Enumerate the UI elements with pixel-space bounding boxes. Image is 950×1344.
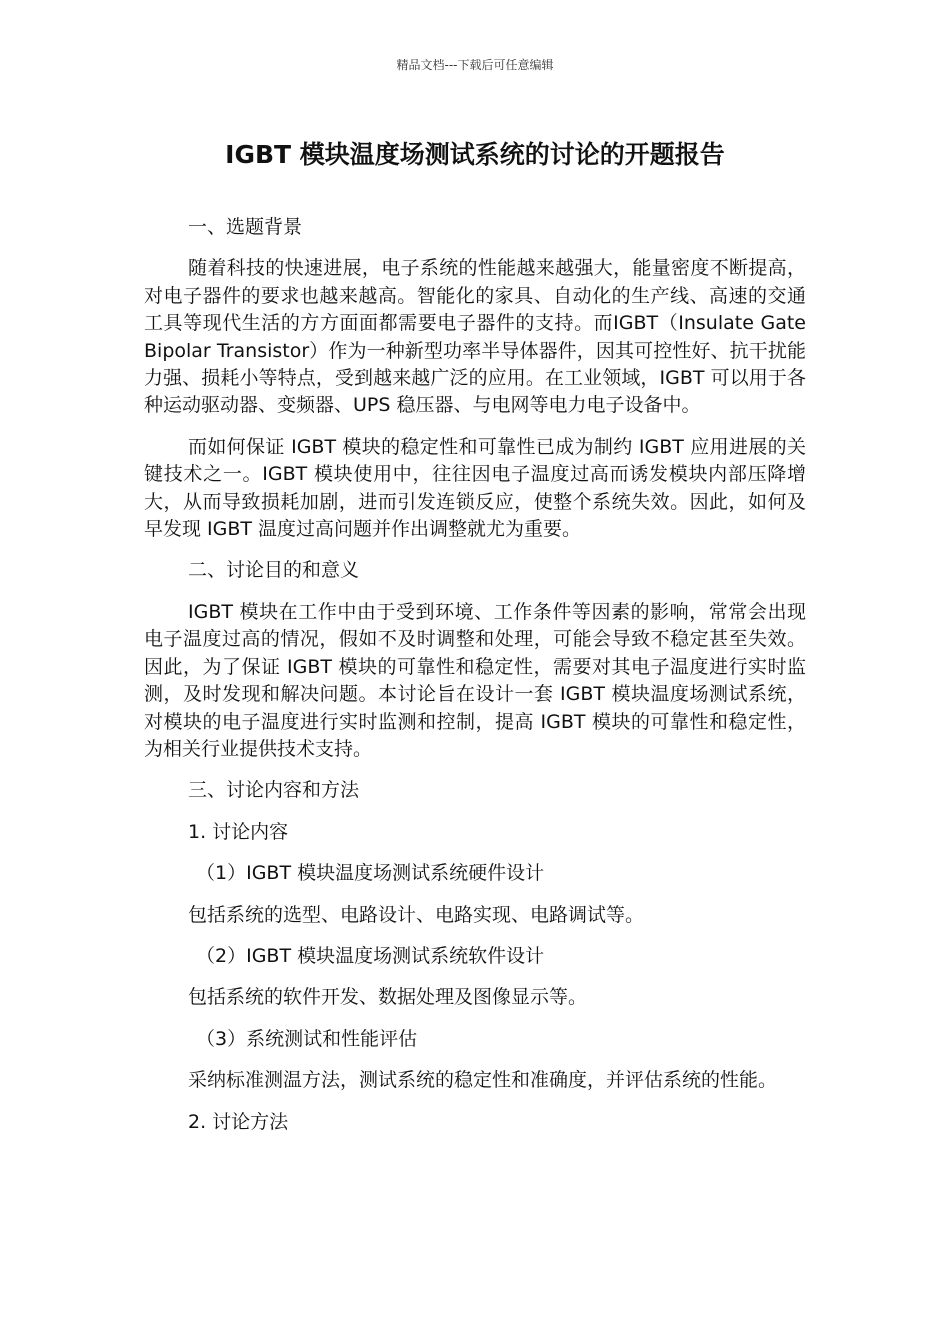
section-heading-content-methods: 三、讨论内容和方法 <box>188 779 360 802</box>
page-header: 精品文档---下载后可任意编辑 <box>396 58 554 72</box>
list-item-hardware-desc: 包括系统的选型、电路设计、电路实现、电路调试等。 <box>188 903 645 926</box>
paragraph-background-2: 而如何保证 IGBT 模块的稳定性和可靠性已成为制约 IGBT 应用进展的关键技术之一。IGBT 模块使用中，往往因电子温度过高而诱发模块内部压降增大，从而导致损耗加剧，进而引发连锁反应，使整个系统失效。因此，如何及早发现 IGBT 温度过高问题并作出调整就尤为重要。 <box>144 435 806 541</box>
list-item-system-test: （3）系统测试和性能评估 <box>196 1027 418 1050</box>
section-heading-background: 一、选题背景 <box>188 216 303 238</box>
section-heading-purpose: 二、讨论目的和意义 <box>188 559 360 582</box>
list-item-system-test-desc: 采纳标准测温方法，测试系统的稳定性和准确度，并评估系统的性能。 <box>188 1069 778 1092</box>
document-body <box>144 214 806 1150</box>
list-item-hardware-design: （1）IGBT 模块温度场测试系统硬件设计 <box>196 862 545 885</box>
subheading-content: 1. 讨论内容 <box>188 820 289 843</box>
document-title: IGBT 模块温度场测试系统的讨论的开题报告 <box>225 140 725 169</box>
subheading-methods: 2. 讨论方法 <box>188 1110 289 1133</box>
paragraph-background-1: 随着科技的快速进展，电子系统的性能越来越强大，能量密度不断提高，对电子器件的要求也越来越高。智能化的家具、自动化的生产线、高速的交通工具等现代生活的方方面面都需要电子器件的支持。而IGBT（Insulate Gate Bipolar Transistor）作为一种新型功率半导体器件，因其可控性好、抗干扰能力强、损耗小等特点，受到越来越广泛的应用。在工业领域，IGBT 可以用于各种运动驱动器、变频器、UPS 稳压器、与电网等电力电子设备中。 <box>144 257 806 417</box>
list-item-software-desc: 包括系统的软件开发、数据处理及图像显示等。 <box>188 986 588 1009</box>
paragraph-purpose: IGBT 模块在工作中由于受到环境、工作条件等因素的影响，常常会出现电子温度过高的情况，假如不及时调整和处理，可能会导致不稳定甚至失效。因此，为了保证 IGBT 模块的可靠性和稳定性，需要对其电子温度进行实时监测，及时发现和解决问题。本讨论旨在设计一套 IGBT 模块温度场测试系统，对模块的电子温度进行实时监测和控制，提高 IGBT 模块的可靠性和稳定性，为相关行业提供技术支持。 <box>144 600 806 760</box>
list-item-software-design: （2）IGBT 模块温度场测试系统软件设计 <box>196 944 545 967</box>
